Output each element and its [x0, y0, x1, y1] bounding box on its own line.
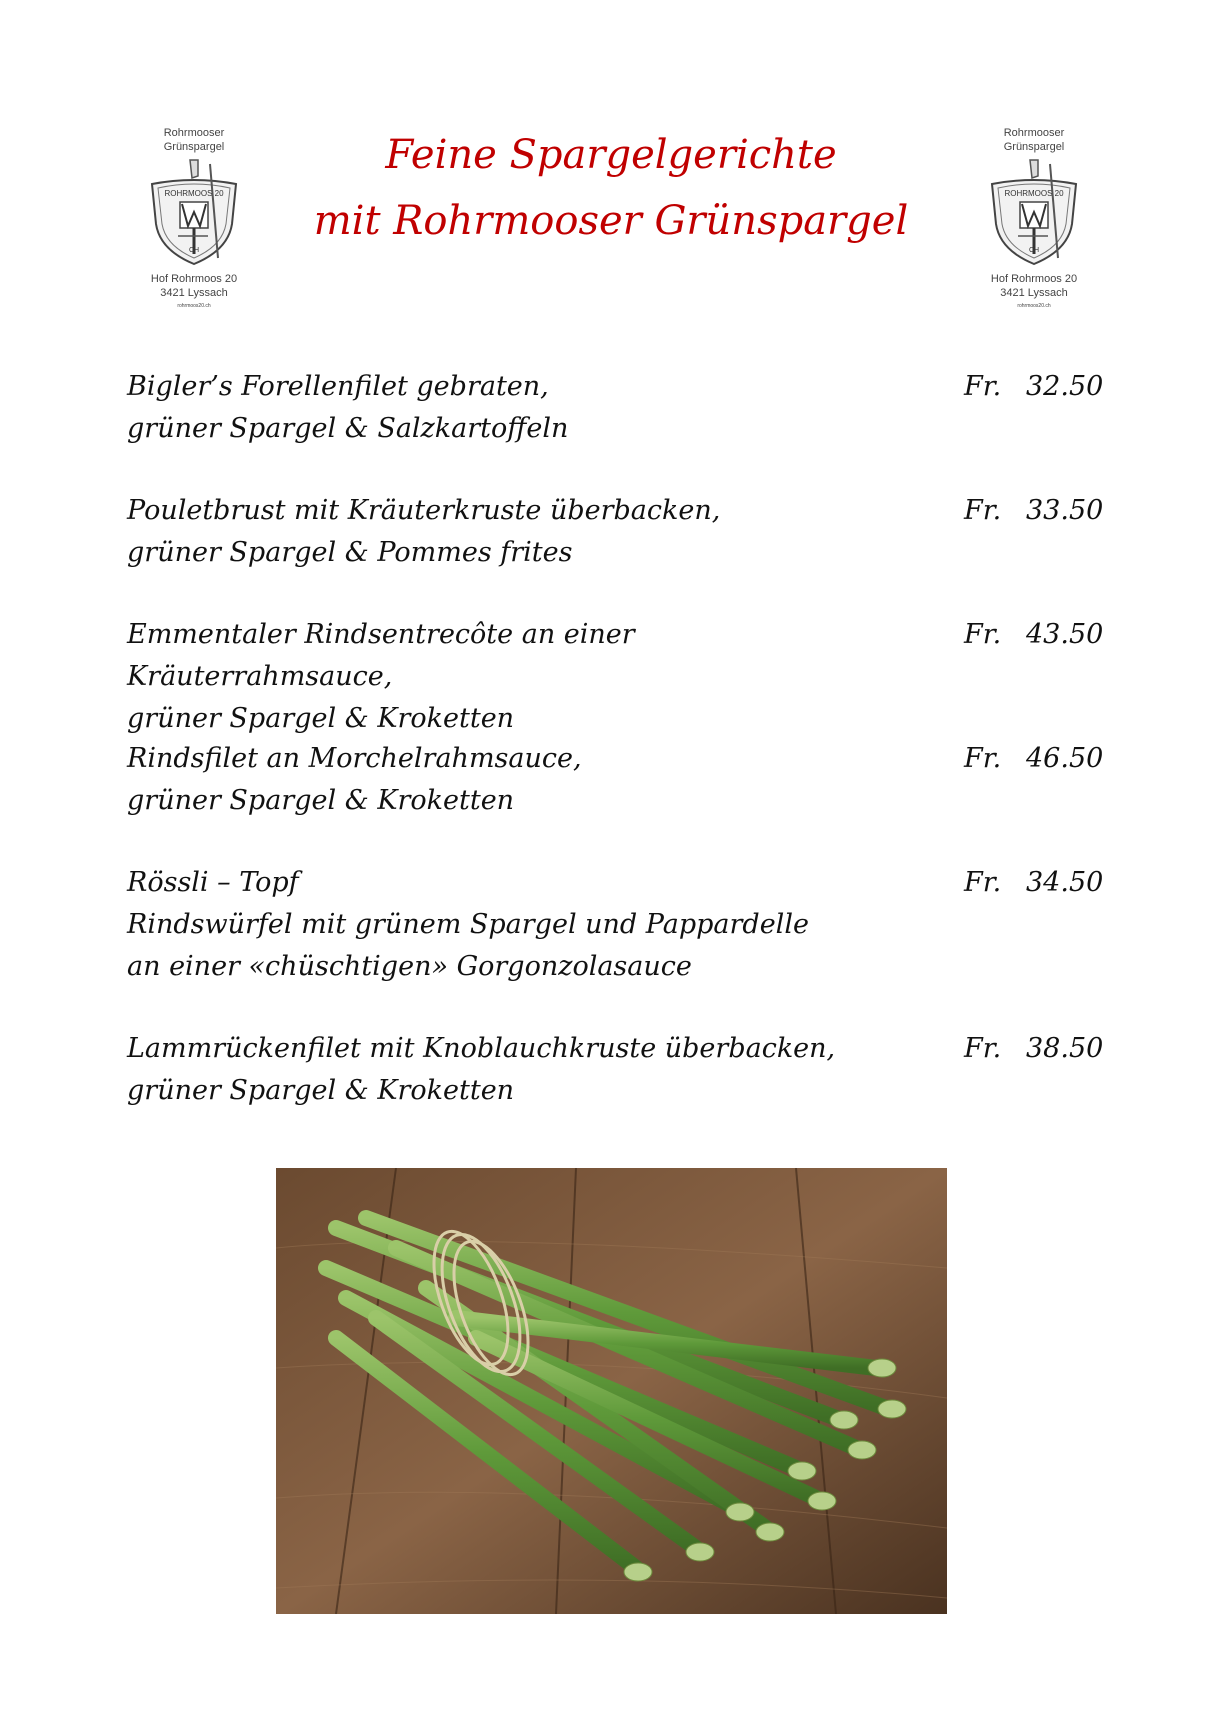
menu-item-line: Emmentaler Rindsentrecôte an einer Kräuterrahmsauce,: [127, 619, 635, 692]
logo-addr-1: Hof Rohrmoos 20: [150, 273, 238, 285]
currency-label: Fr.: [964, 495, 1002, 526]
logo-site: rohrmoos20.ch: [177, 303, 211, 309]
logo-addr-1: Hof Rohrmoos 20: [990, 273, 1078, 285]
menu-item-line: grüner Spargel & Kroketten: [127, 785, 515, 816]
price-value: 38.50: [1026, 1033, 1104, 1064]
logo-addr-2: 3421 Lyssach: [160, 287, 228, 299]
currency-label: Fr.: [964, 1033, 1002, 1064]
currency-label: Fr.: [964, 371, 1002, 402]
menu-item-price: [964, 1028, 1103, 1070]
menu-item-line: an einer «chüschtigen» Gorgonzolasauce: [127, 951, 692, 982]
asparagus-photo: [276, 1168, 947, 1614]
page-title: [290, 122, 932, 254]
logo-shield-bottom: CH: [188, 247, 200, 254]
price-value: 34.50: [1026, 867, 1104, 898]
logo-shield-bottom: CH: [1028, 247, 1040, 254]
logo-shield-text: ROHRMOOS 20: [164, 189, 224, 198]
logo-site: rohrmoos20.ch: [1017, 303, 1051, 309]
menu-item-line: Rössli – Topf: [127, 867, 299, 898]
logo-left: [139, 126, 249, 310]
menu-item-price: [964, 862, 1103, 904]
currency-label: Fr.: [964, 619, 1002, 650]
menu-item-line: Bigler’s Forellenfilet gebraten,: [127, 371, 549, 402]
menu-item-description: [127, 366, 887, 450]
menu-item-line: Rindswürfel mit grünem Spargel und Pappardelle: [127, 909, 809, 940]
menu-item-description: [127, 490, 887, 574]
logo-right: [979, 126, 1089, 310]
menu-item-line: grüner Spargel & Kroketten: [127, 1075, 515, 1106]
currency-label: Fr.: [964, 867, 1002, 898]
logo-top-text-1: Rohrmooser: [1003, 127, 1065, 139]
menu-item-line: Pouletbrust mit Kräuterkruste überbacken,: [127, 495, 721, 526]
logo-top-text-1: Rohrmooser: [163, 127, 225, 139]
logo-top-text-2: Grünspargel: [1003, 141, 1065, 153]
menu-item-price: [964, 490, 1103, 532]
price-value: 32.50: [1026, 371, 1104, 402]
title-line-1: Feine Spargelgerichte: [385, 132, 837, 178]
currency-label: Fr.: [964, 743, 1002, 774]
menu-item-price: [964, 614, 1103, 656]
logo-shield-text: ROHRMOOS 20: [1004, 189, 1064, 198]
menu-item-line: grüner Spargel & Kroketten: [127, 703, 515, 734]
price-value: 46.50: [1026, 743, 1104, 774]
shield-icon: [148, 158, 240, 270]
shield-icon: [988, 158, 1080, 270]
asparagus-bundle-photo-icon: [276, 1168, 947, 1614]
menu-item-line: grüner Spargel & Salzkartoffeln: [127, 413, 569, 444]
price-value: 33.50: [1026, 495, 1104, 526]
logo-top-text-2: Grünspargel: [163, 141, 225, 153]
price-value: 43.50: [1026, 619, 1104, 650]
menu-item-line: Rindsfilet an Morchelrahmsauce,: [127, 743, 582, 774]
menu-item-price: [964, 366, 1103, 408]
logo-addr-2: 3421 Lyssach: [1000, 287, 1068, 299]
menu-item-description: [127, 862, 887, 988]
menu-item-description: [127, 1028, 887, 1112]
title-line-2: mit Rohrmooser Grünspargel: [313, 198, 909, 244]
menu-item-line: grüner Spargel & Pommes frites: [127, 537, 573, 568]
menu-item-description: [127, 614, 887, 740]
menu-item-price: [964, 738, 1103, 780]
menu-item-line: Lammrückenfilet mit Knoblauchkruste überbacken,: [127, 1033, 836, 1064]
menu-item-description: [127, 738, 887, 822]
